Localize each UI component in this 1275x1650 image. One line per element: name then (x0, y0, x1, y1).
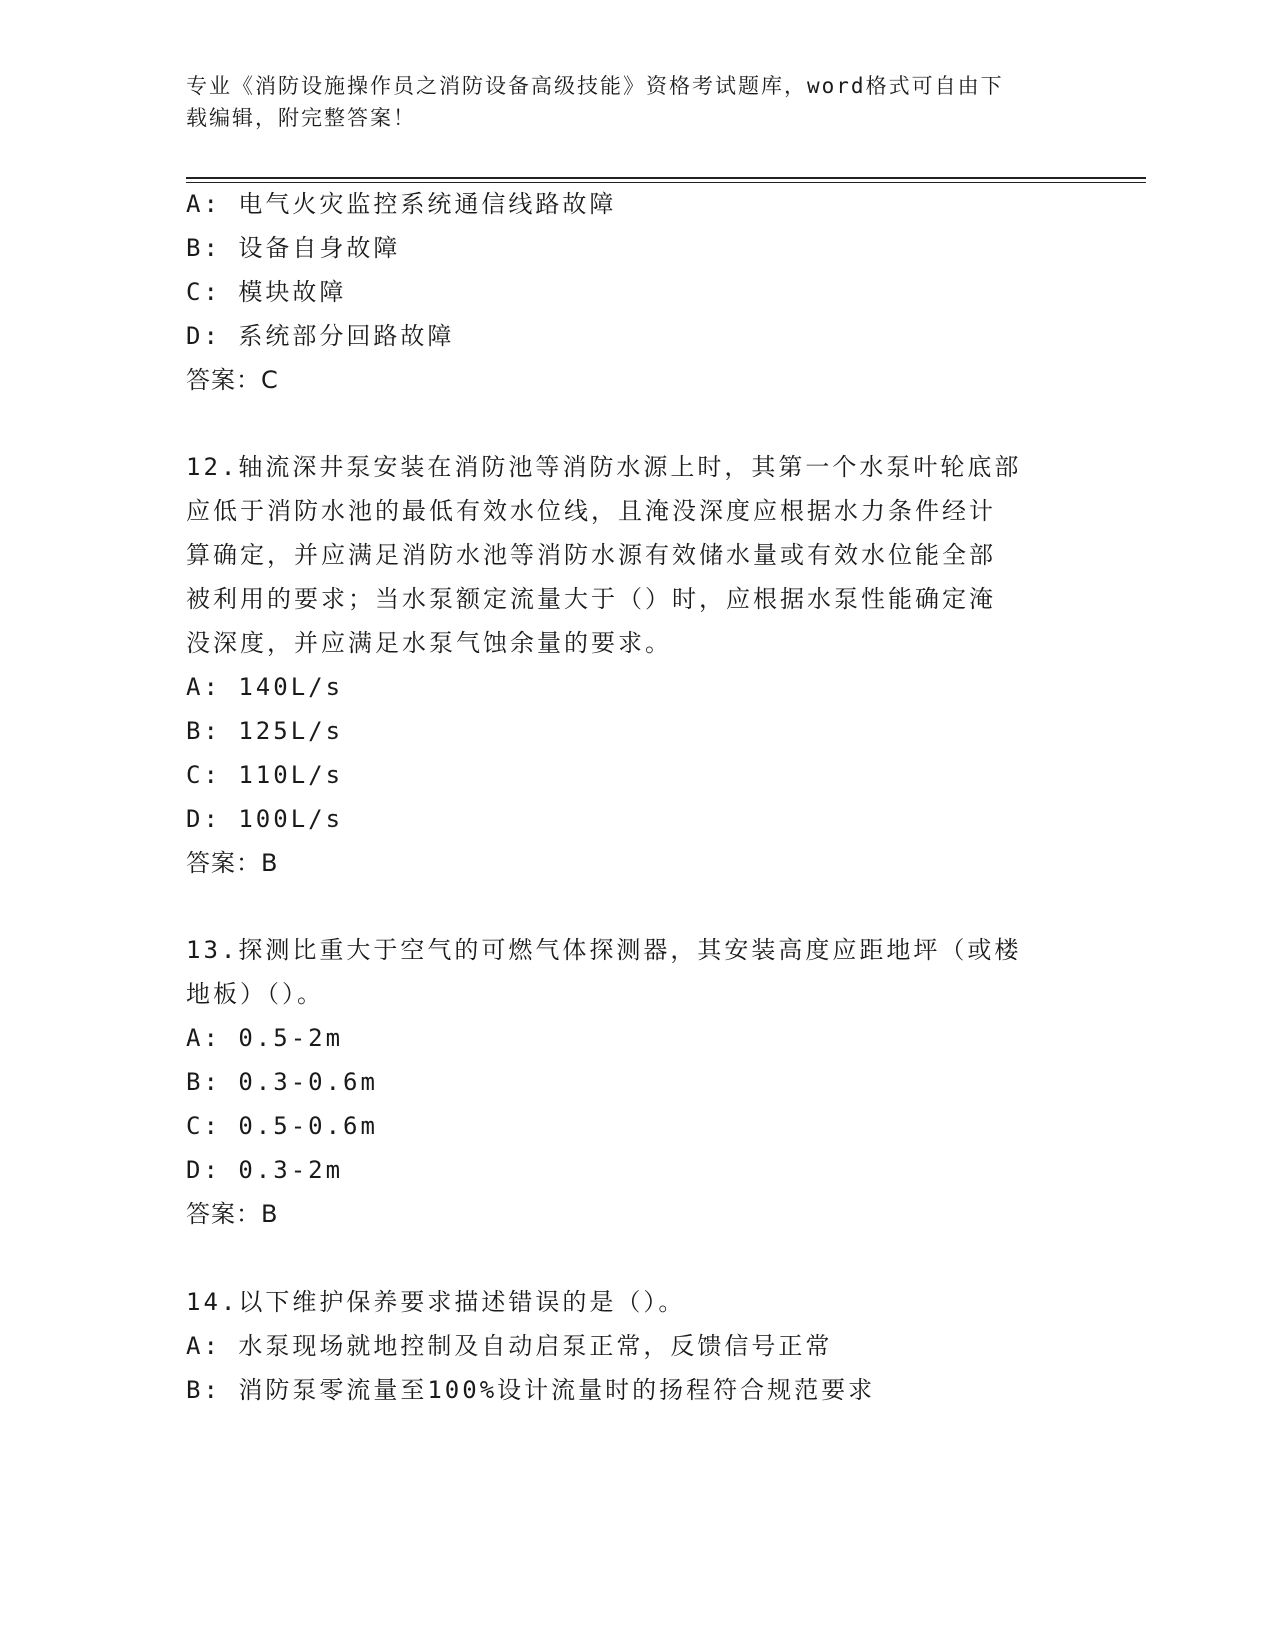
q13-option-c: C: 0.5-0.6m (186, 1112, 378, 1140)
header-line-1: 专业《消防设施操作员之消防设备高级技能》资格考试题库，word格式可自由下 (186, 74, 1004, 98)
q12-option-c: C: 110L/s (186, 761, 344, 789)
q13-stem-line-2: 地板）（）。 (186, 980, 324, 1008)
header-line-2: 载编辑，附完整答案！ (186, 106, 416, 130)
q12-stem-line-3: 算确定，并应满足消防水池等消防水源有效储水量或有效水位能全部 (186, 541, 996, 569)
q14-stem-line-1: 14.以下维护保养要求描述错误的是（）。 (186, 1288, 686, 1316)
q12-stem-line-1: 12.轴流深井泵安装在消防池等消防水源上时，其第一个水泵叶轮底部 (186, 453, 1022, 481)
q14-option-b: B: 消防泵零流量至100%设计流量时的扬程符合规范要求 (186, 1376, 876, 1404)
q13-stem-line-1: 13.探测比重大于空气的可燃气体探测器，其安装高度应距地坪（或楼 (186, 936, 1022, 964)
q12-stem-line-4: 被利用的要求；当水泵额定流量大于（）时，应根据水泵性能确定淹 (186, 585, 996, 613)
q13-option-a: A: 0.5-2m (186, 1024, 344, 1052)
q12-stem-line-2: 应低于消防水池的最低有效水位线，且淹没深度应根据水力条件经计 (186, 497, 996, 525)
document-header (186, 70, 1066, 134)
q13-option-b: B: 0.3-0.6m (186, 1068, 378, 1096)
q12-answer: 答案：B (186, 849, 279, 877)
header-divider-thick (186, 177, 1146, 179)
q12-option-d: D: 100L/s (186, 805, 344, 833)
q11-option-d: D: 系统部分回路故障 (186, 322, 455, 350)
q11-option-c: C: 模块故障 (186, 278, 347, 306)
q12-stem-line-5: 没深度，并应满足水泵气蚀余量的要求。 (186, 629, 672, 657)
q13-answer: 答案：B (186, 1200, 279, 1228)
q12-option-b: B: 125L/s (186, 717, 344, 745)
q12-option-a: A: 140L/s (186, 673, 344, 701)
q14-option-a: A: 水泵现场就地控制及自动启泵正常，反馈信号正常 (186, 1332, 833, 1360)
q11-answer: 答案：C (186, 366, 279, 394)
q13-option-d: D: 0.3-2m (186, 1156, 344, 1184)
q11-option-a: A: 电气火灾监控系统通信线路故障 (186, 190, 617, 218)
q11-option-b: B: 设备自身故障 (186, 234, 401, 262)
